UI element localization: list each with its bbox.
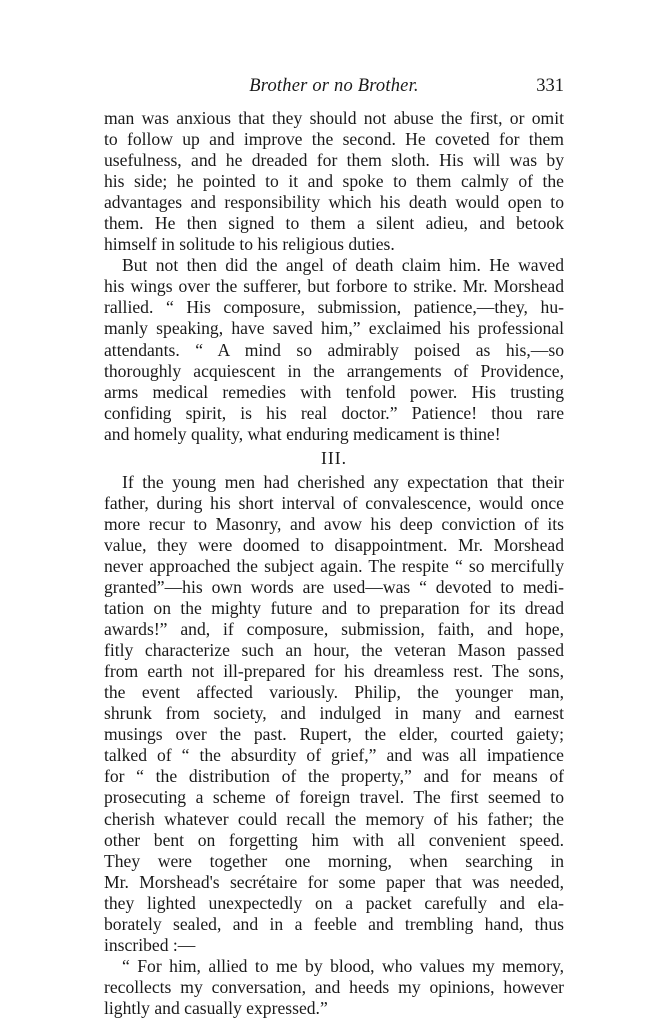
text-line: Mr. Morshead's secrétaire for some paper that was needed, bbox=[104, 871, 564, 892]
text-line: borately sealed, and in a feeble and trembling hand, thus bbox=[104, 913, 564, 934]
text-line: never approached the subject again. The respite “ so mercifully bbox=[104, 555, 564, 576]
text-line: inscribed :— bbox=[104, 934, 196, 955]
text-line: “ For him, allied to me by blood, who values my memory, bbox=[122, 955, 564, 976]
text-line: them. He then signed to them a silent adieu, and betook bbox=[104, 213, 564, 234]
text-line: his side; he pointed to it and spoke to them calmly of the bbox=[104, 171, 564, 192]
text-line: himself in solitude to his religious duties. bbox=[104, 234, 395, 255]
body-text bbox=[104, 108, 564, 1019]
text-line: attendants. “ A mind so admirably poised as his,—so bbox=[104, 339, 564, 360]
text-line: tation on the mighty future and to preparation for its dread bbox=[104, 598, 564, 619]
text-line: arms medical remedies with tenfold power. His trusting bbox=[104, 381, 564, 402]
paragraph bbox=[104, 472, 564, 956]
text-line: for “ the distribution of the property,” and for means of bbox=[104, 766, 564, 787]
page-number: 331 bbox=[536, 76, 564, 96]
text-line: usefulness, and he dreaded for them sloth. His will was by bbox=[104, 150, 564, 171]
text-line: manly speaking, have saved him,” exclaimed his professional bbox=[104, 318, 564, 339]
text-line: the event affected variously. Philip, the younger man, bbox=[104, 682, 564, 703]
text-line: musings over the past. Rupert, the elder, courted gaiety; bbox=[104, 724, 564, 745]
text-line: granted”—his own words are used—was “ devoted to medi- bbox=[104, 576, 564, 597]
text-line: lightly and casually expressed.” bbox=[104, 997, 328, 1018]
paragraph bbox=[104, 108, 564, 255]
text-line: talked of “ the absurdity of grief,” and was all impatience bbox=[104, 745, 564, 766]
section-heading: III. bbox=[321, 447, 347, 468]
running-title: Brother or no Brother. bbox=[249, 76, 419, 96]
text-line: rallied. “ His composure, submission, patience,—they, hu- bbox=[104, 297, 564, 318]
text-line: confiding spirit, is his real doctor.” Patience! thou rare bbox=[104, 402, 564, 423]
text-line: They were together one morning, when searching in bbox=[104, 850, 564, 871]
text-line: his wings over the sufferer, but forbore to strike. Mr. Morshead bbox=[104, 276, 564, 297]
text-line: shrunk from society, and indulged in many and earnest bbox=[104, 703, 564, 724]
text-line: other bent on forgetting him with all convenient speed. bbox=[104, 829, 564, 850]
text-line: and homely quality, what enduring medicament is thine! bbox=[104, 423, 501, 444]
quotation-paragraph bbox=[104, 956, 564, 1019]
text-line: they lighted unexpectedly on a packet carefully and ela- bbox=[104, 892, 564, 913]
text-line: man was anxious that they should not abuse the first, or omit bbox=[104, 108, 564, 128]
text-line: awards!” and, if composure, submission, faith, and hope, bbox=[104, 619, 564, 640]
text-line: But not then did the angel of death claim him. He waved bbox=[122, 255, 564, 276]
paragraph bbox=[104, 255, 564, 444]
text-line: value, they were doomed to disappointment. Mr. Morshead bbox=[104, 534, 564, 555]
running-head bbox=[104, 76, 564, 100]
text-line: from earth not ill-prepared for his dreamless rest. The sons, bbox=[104, 661, 564, 682]
text-line: advantages and responsibility which his death would open to bbox=[104, 192, 564, 213]
text-line: to follow up and improve the second. He coveted for them bbox=[104, 129, 564, 150]
text-line: more recur to Masonry, and avow his deep conviction of its bbox=[104, 513, 564, 534]
text-line: recollects my conversation, and heeds my opinions, however bbox=[104, 976, 564, 997]
text-line: cherish whatever could recall the memory of his father; the bbox=[104, 808, 564, 829]
text-line: If the young men had cherished any expectation that their bbox=[122, 471, 564, 492]
text-line: fitly characterize such an hour, the veteran Mason passed bbox=[104, 640, 564, 661]
text-line: prosecuting a scheme of foreign travel. The first seemed to bbox=[104, 787, 564, 808]
text-line: father, during his short interval of convalescence, would once bbox=[104, 492, 564, 513]
text-line: thoroughly acquiescent in the arrangements of Providence, bbox=[104, 360, 564, 381]
